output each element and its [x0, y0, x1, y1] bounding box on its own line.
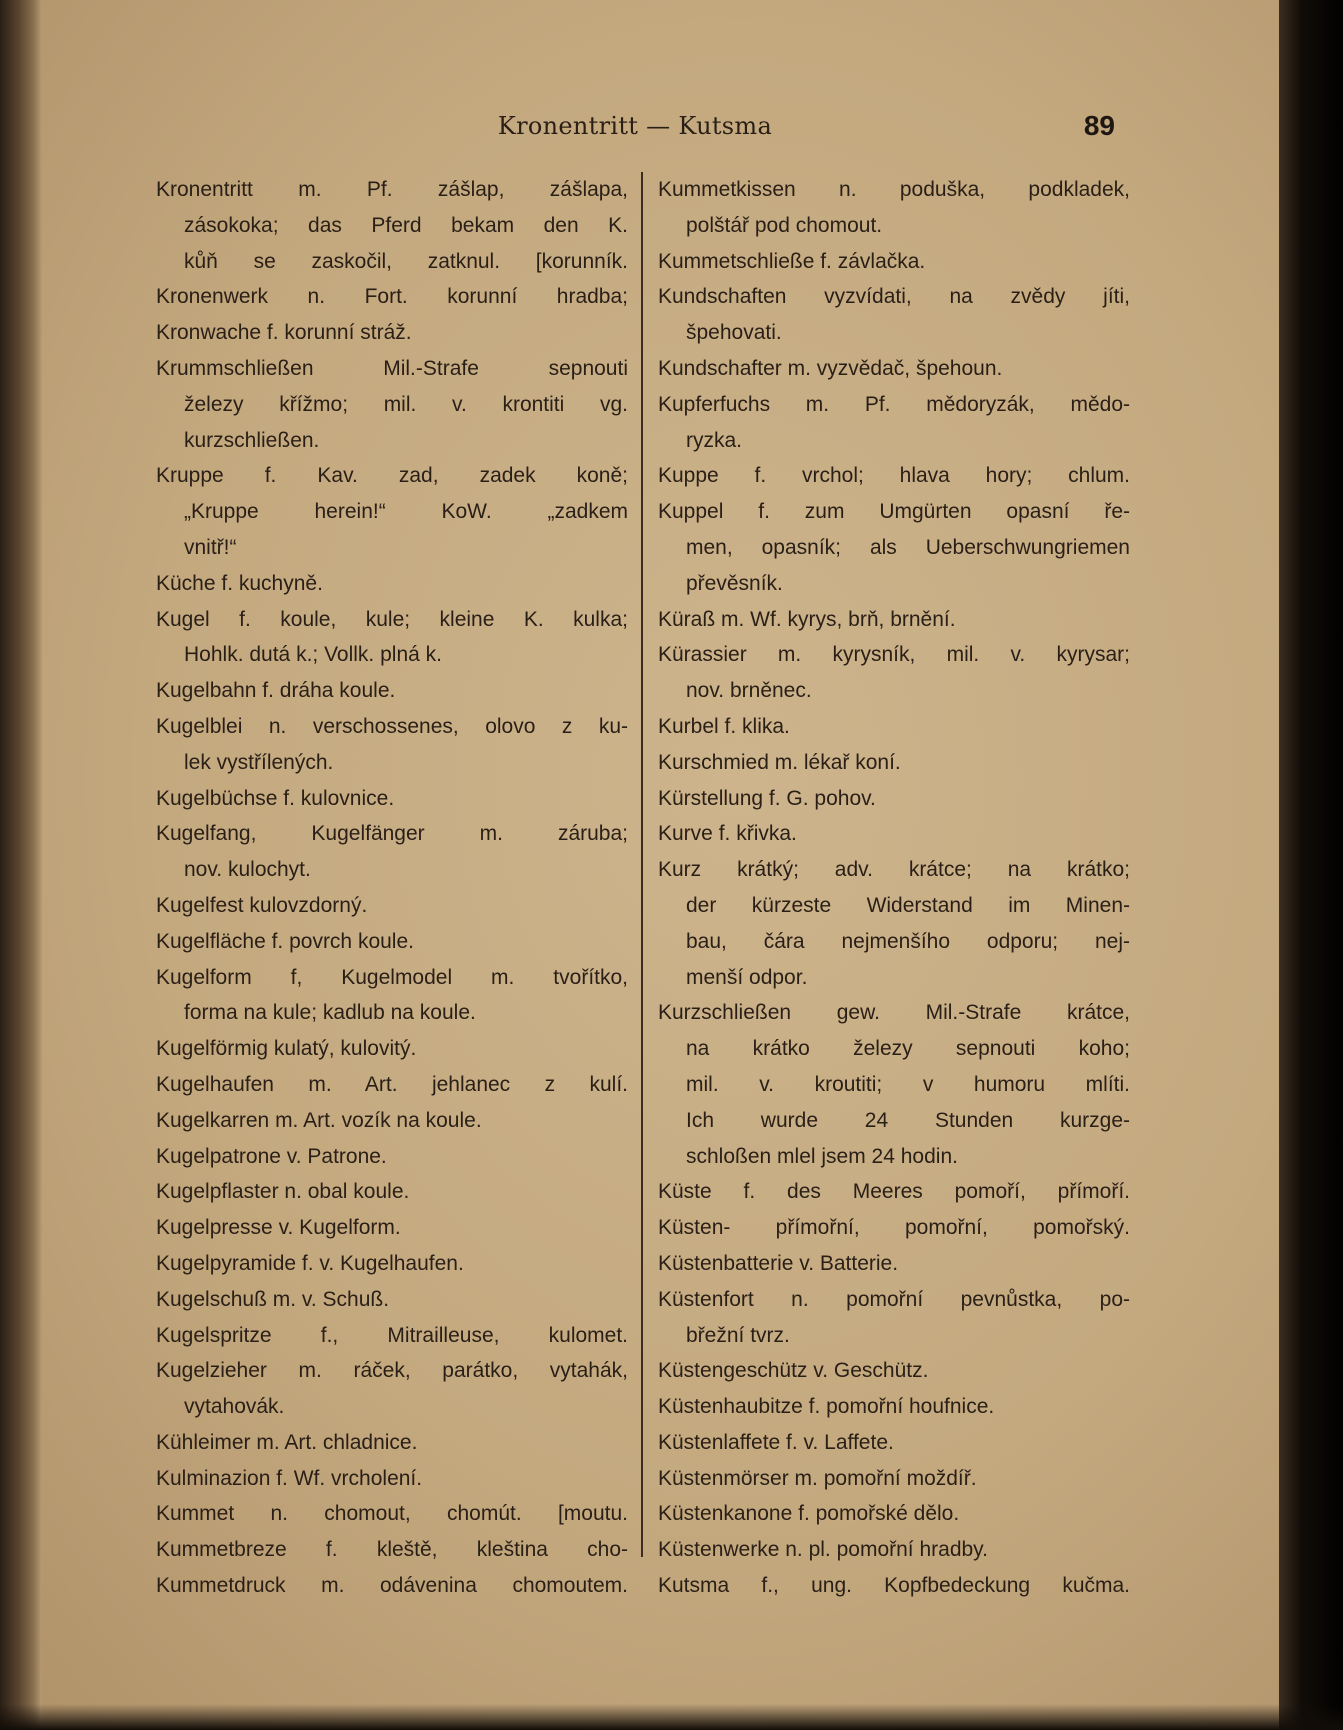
page-edge-shadow: [1279, 0, 1343, 1730]
dictionary-line: nov. brněnec.: [686, 679, 812, 703]
dictionary-line: der kürzeste Widerstand im Minen-: [686, 893, 1130, 917]
dictionary-line: Kummet n. chomout, chomút. [moutu.: [156, 1502, 628, 1526]
dictionary-line: Kürstellung f. G. pohov.: [658, 786, 876, 810]
dictionary-line: Hohlk. dutá k.; Vollk. plná k.: [184, 643, 442, 667]
dictionary-line: polštář pod chomout.: [686, 213, 883, 237]
dictionary-line: kurzschließen.: [184, 428, 320, 452]
dictionary-line: vnitř!“: [184, 535, 237, 559]
dictionary-line: „Kruppe herein!“ KoW. „zadkem: [184, 500, 628, 524]
dictionary-line: břežní tvrz.: [686, 1323, 790, 1347]
dictionary-line: kůň se zaskočil, zatknul. [korunník.: [184, 249, 628, 273]
dictionary-line: Küsten- přímořní, pomořní, pomořský.: [658, 1216, 1130, 1240]
dictionary-line: Kugel f. koule, kule; kleine K. kulka;: [156, 607, 628, 631]
dictionary-line: na krátko železy sepnouti koho;: [686, 1037, 1130, 1061]
dictionary-line: Küstenlaffete f. v. Laffete.: [658, 1430, 894, 1454]
dictionary-line: Kummetdruck m. odávenina chomoutem.: [156, 1574, 628, 1598]
dictionary-line: Kuppe f. vrchol; hlava hory; chlum.: [658, 464, 1130, 488]
dictionary-line: Kugelpatrone v. Patrone.: [156, 1144, 387, 1168]
dictionary-line: Ich wurde 24 Stunden kurzge-: [686, 1108, 1130, 1132]
dictionary-line: Kugelpflaster n. obal koule.: [156, 1180, 410, 1204]
dictionary-line: Kugelblei n. verschossenes, olovo z ku-: [156, 714, 628, 738]
dictionary-line: Kugelpresse v. Kugelform.: [156, 1216, 401, 1240]
dictionary-line: bau, čára nejmenšího odporu; nej-: [686, 929, 1130, 953]
running-head: Kronentritt — Kutsma: [497, 112, 773, 140]
dictionary-line: Kugelbahn f. dráha koule.: [156, 679, 396, 703]
dictionary-line: Kronentritt m. Pf. zášlap, zášlapa,: [156, 178, 628, 201]
page-bottom-shadow: [0, 1704, 1343, 1730]
dictionary-line: Küstenkanone f. pomořské dělo.: [658, 1502, 960, 1526]
dictionary-line: schloßen mlel jsem 24 hodin.: [686, 1144, 958, 1168]
book-spine-shadow: [0, 0, 42, 1730]
dictionary-line: mil. v. kroutiti; v humoru mlíti.: [686, 1072, 1130, 1096]
dictionary-line: Kruppe f. Kav. zad, zadek koně;: [156, 464, 628, 488]
dictionary-line: Kurzschließen gew. Mil.-Strafe krátce,: [658, 1001, 1130, 1025]
dictionary-line: Kugelpyramide f. v. Kugelhaufen.: [156, 1251, 464, 1275]
page-number: 89: [1083, 110, 1115, 141]
dictionary-line: Krummschließen Mil.-Strafe sepnouti: [156, 356, 628, 380]
dictionary-line: Kugelbüchse f. kulovnice.: [156, 786, 395, 810]
dictionary-line: Kugelschuß m. v. Schuß.: [156, 1287, 390, 1311]
right-column: [658, 172, 1130, 1604]
dictionary-line: špehovati.: [686, 321, 782, 345]
dictionary-line: Kutsma f., ung. Kopfbedeckung kučma.: [658, 1574, 1130, 1598]
dictionary-line: Kuppel f. zum Umgürten opasní ře-: [658, 500, 1130, 524]
dictionary-line: převěsník.: [686, 571, 783, 595]
dictionary-line: forma na kule; kadlub na koule.: [184, 1001, 476, 1025]
dictionary-line: Kugelfest kulovzdorný.: [156, 893, 368, 917]
dictionary-line: Küstenmörser m. pomořní moždíř.: [658, 1466, 977, 1490]
dictionary-line: Küstenfort n. pomořní pevnůstka, po-: [658, 1287, 1130, 1311]
dictionary-line: Kurz krátký; adv. krátce; na krátko;: [658, 858, 1130, 882]
dictionary-line: menší odpor.: [686, 965, 808, 989]
dictionary-line: Kummetschließe f. závlačka.: [658, 249, 926, 273]
dictionary-line: zásokoka; das Pferd bekam den K.: [184, 213, 628, 237]
dictionary-line: Kühleimer m. Art. chladnice.: [156, 1430, 418, 1454]
dictionary-line: Kurve f. křivka.: [658, 822, 797, 846]
dictionary-line: Küste f. des Meeres pomoří, přímoří.: [658, 1180, 1130, 1204]
dictionary-line: Kronwache f. korunní stráž.: [156, 321, 412, 345]
page-header: [155, 112, 1115, 146]
dictionary-line: Kummetbreze f. kleště, kleština cho-: [156, 1538, 628, 1562]
dictionary-line: Kugelspritze f., Mitrailleuse, kulomet.: [156, 1323, 628, 1347]
dictionary-line: Küstenbatterie v. Batterie.: [658, 1251, 899, 1275]
dictionary-line: nov. kulochyt.: [184, 858, 311, 882]
dictionary-line: Kurbel f. klika.: [658, 714, 790, 738]
dictionary-line: men, opasník; als Ueberschwungriemen: [686, 535, 1130, 559]
dictionary-line: vytahovák.: [184, 1395, 285, 1419]
dictionary-line: Kugelform f, Kugelmodel m. tvořítko,: [156, 965, 628, 989]
dictionary-line: Kurschmied m. lékař koní.: [658, 750, 901, 774]
left-column: [156, 172, 628, 1604]
dictionary-line: Kummetkissen n. poduška, podkladek,: [658, 178, 1130, 201]
dictionary-line: Kugelförmig kulatý, kulovitý.: [156, 1037, 417, 1061]
dictionary-line: Kugelkarren m. Art. vozík na koule.: [156, 1108, 482, 1132]
dictionary-line: Küraß m. Wf. kyrys, brň, brnění.: [658, 607, 956, 631]
dictionary-line: železy křížmo; mil. v. krontiti vg.: [184, 392, 628, 416]
dictionary-line: Küche f. kuchyně.: [156, 571, 323, 595]
dictionary-line: Kronenwerk n. Fort. korunní hradba;: [156, 285, 628, 309]
dictionary-line: lek vystřílených.: [184, 750, 334, 774]
dictionary-line: Kundschafter m. vyzvědač, špehoun.: [658, 356, 1003, 380]
dictionary-line: Kugelhaufen m. Art. jehlanec z kulí.: [156, 1072, 628, 1096]
dictionary-line: Kugelfang, Kugelfänger m. záruba;: [156, 822, 628, 846]
dictionary-line: Kupferfuchs m. Pf. mědoryzák, mědo-: [658, 392, 1130, 416]
dictionary-line: Kugelzieher m. ráček, parátko, vytahák,: [156, 1359, 628, 1383]
dictionary-line: Küstenwerke n. pl. pomořní hradby.: [658, 1538, 988, 1562]
dictionary-line: Kürassier m. kyrysník, mil. v. kyrysar;: [658, 643, 1130, 667]
column-divider: [641, 172, 643, 1557]
dictionary-line: Kulminazion f. Wf. vrcholení.: [156, 1466, 423, 1490]
dictionary-line: Küstenhaubitze f. pomořní houfnice.: [658, 1395, 995, 1419]
dictionary-line: Kundschaften vyzvídati, na zvědy jíti,: [658, 285, 1130, 309]
dictionary-line: Kugelfläche f. povrch koule.: [156, 929, 414, 953]
dictionary-line: ryzka.: [686, 428, 743, 452]
dictionary-line: Küstengeschütz v. Geschütz.: [658, 1359, 929, 1383]
